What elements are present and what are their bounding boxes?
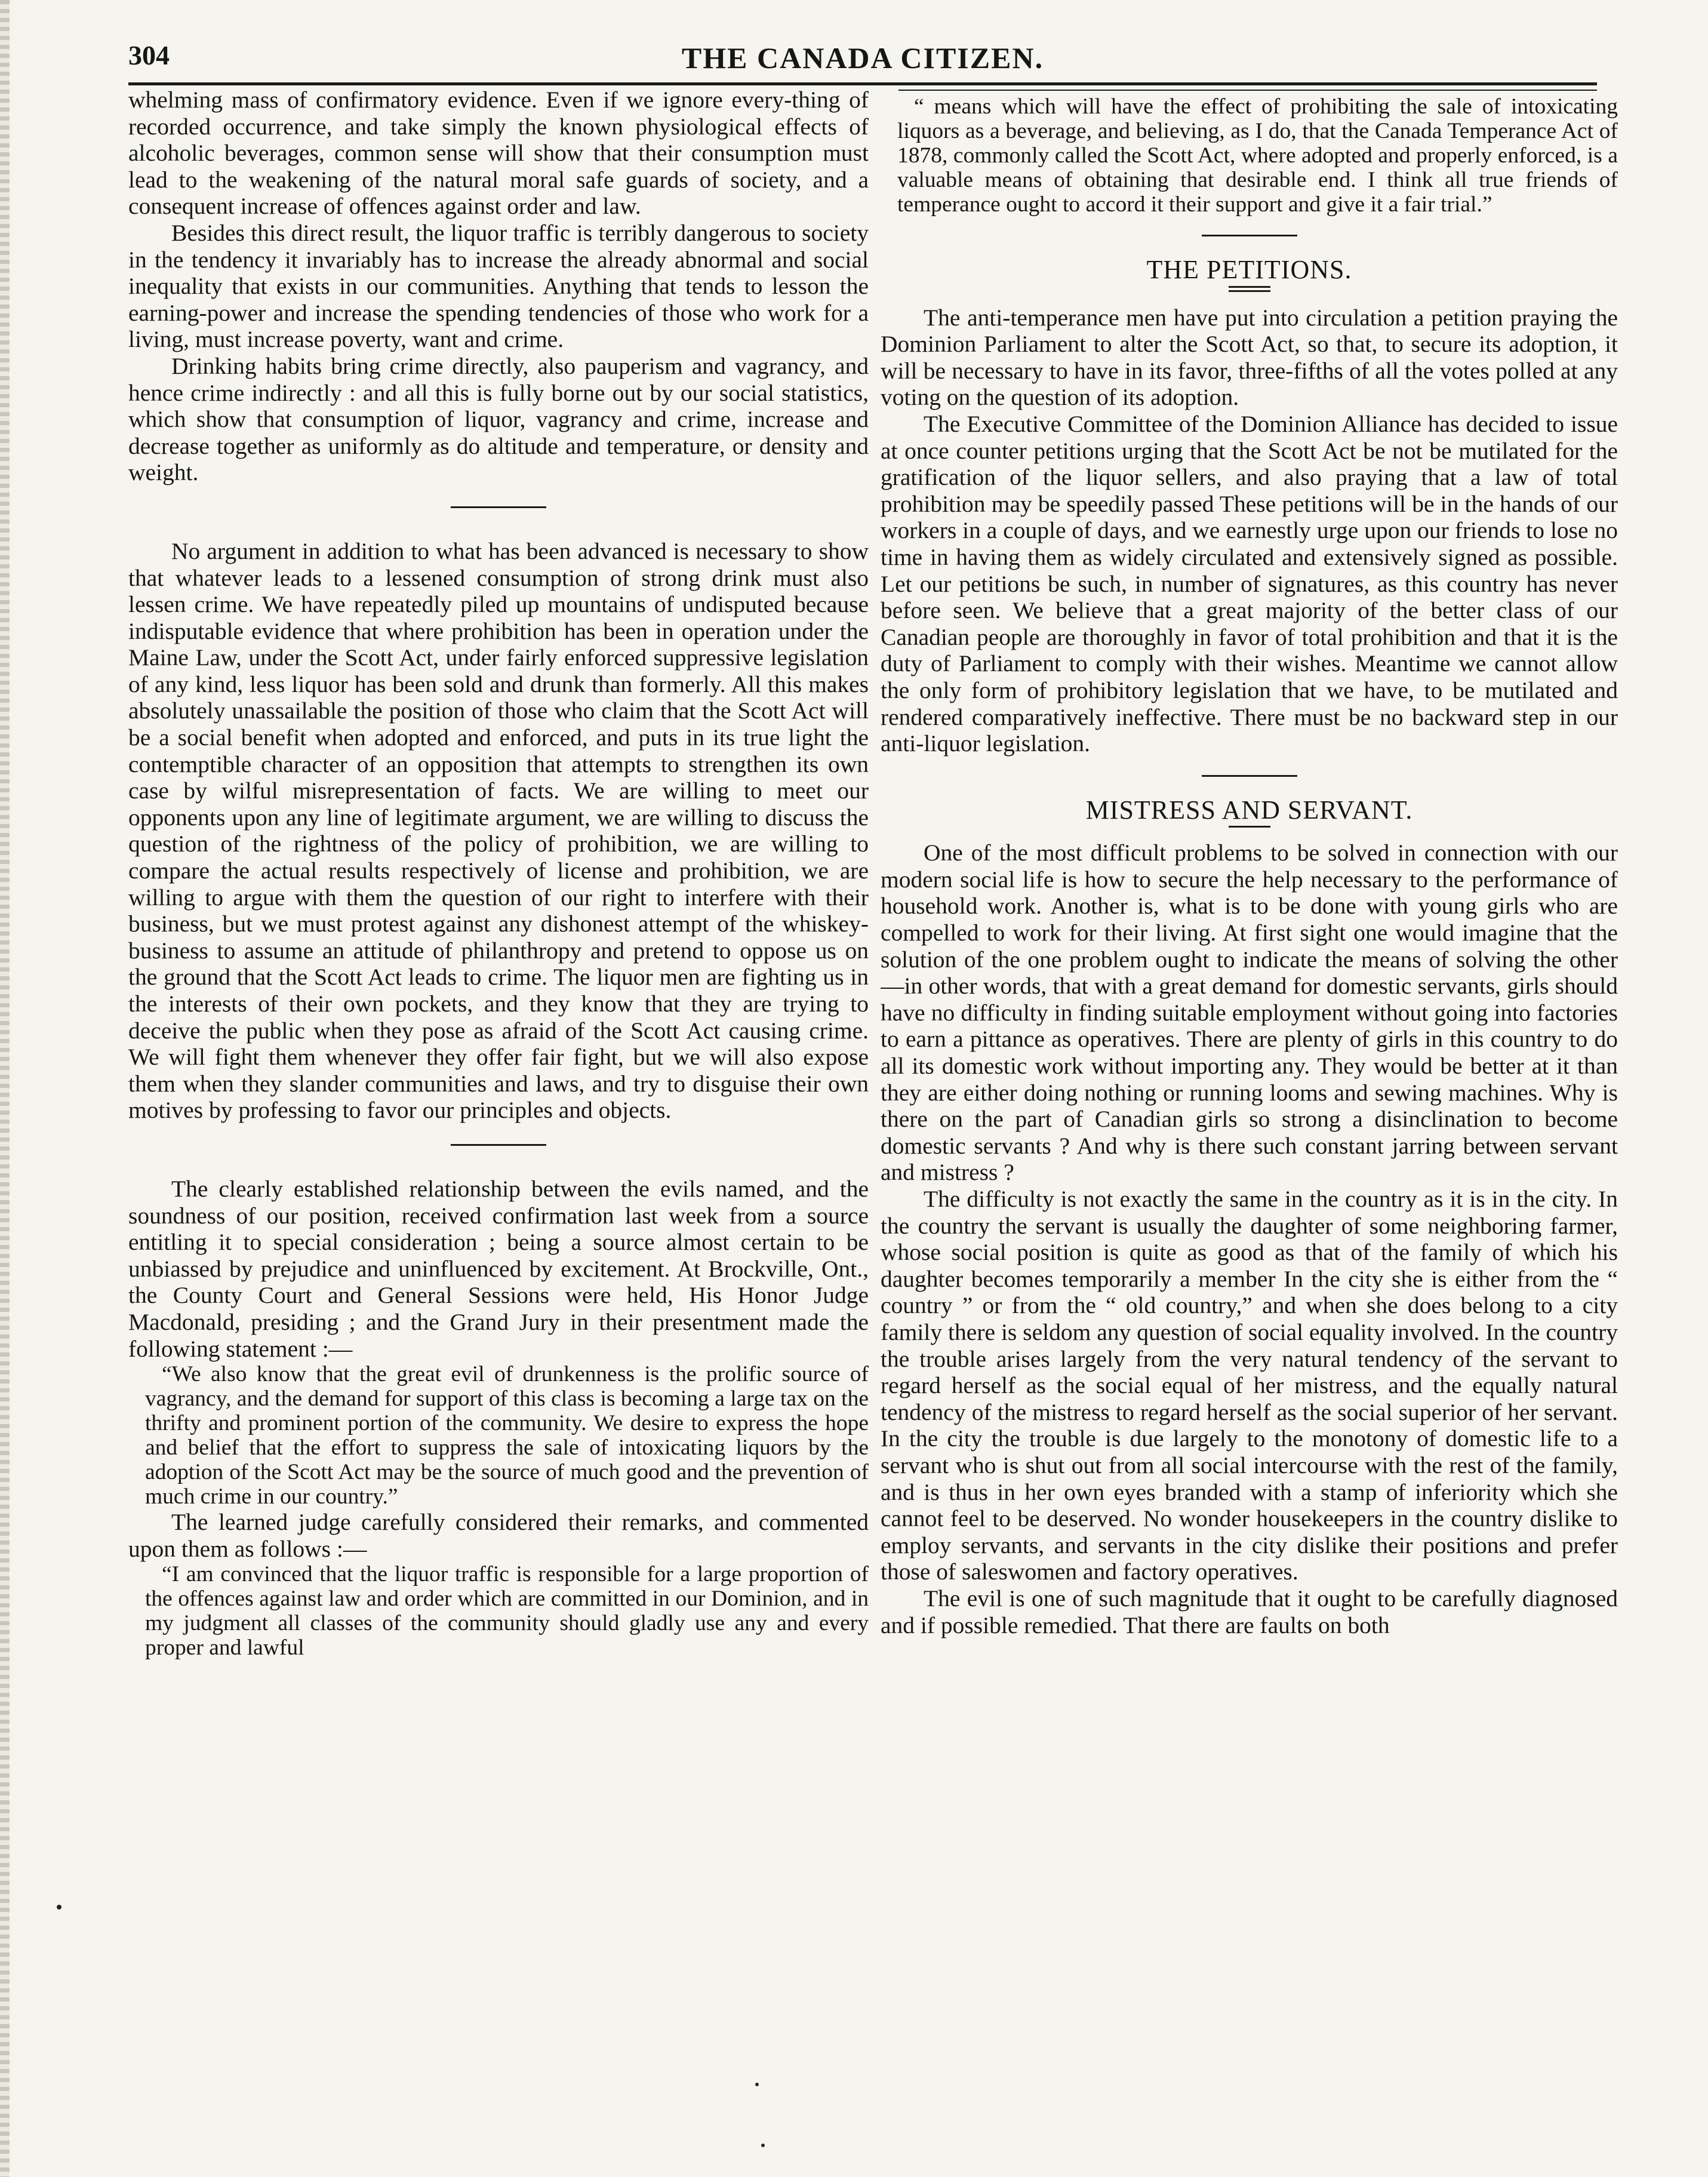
running-title: THE CANADA CITIZEN. xyxy=(681,41,1044,75)
section-heading-mistress-and-servant: MISTRESS AND SERVANT. xyxy=(1085,795,1413,825)
block-quote: “We also know that the great evil of drunkenness is the prolific source of vagrancy, and the demand for support of this class is becoming a large tax on the thrifty and prominent portion of the community. We desire to express the hope and belief that the effort to suppress the sale of intoxicating liquors by the adoption of the Scott Act may be the source of much good and the prevention of much crime in our country.” xyxy=(145,1362,869,1509)
heading-rule xyxy=(1229,286,1270,288)
section-separator xyxy=(1202,235,1297,236)
paragraph: The clearly established relationship between the evils named, and the soundness of our position, received confirmation last week from a source entitling it to special consideration ; being a source almost certain to be unbiassed by prejudice and uninfluenced by excitement. At Brockville, Ont., the County Court and General Sessions were held, His Honor Judge Macdonald, presiding ; and the Grand Jury in their presentment made the following statement :— xyxy=(128,1175,869,1362)
paragraph: whelming mass of confirmatory evidence. Even if we ignore every-thing of recorded occurrence, and take simply the known physiological effects of alcoholic beverages, common sense will show that their consumption must lead to the weakening of the natural moral safe guards of society, and a consequent increase of offences against order and law. xyxy=(128,87,869,220)
paragraph: The difficulty is not exactly the same in the country as it is in the city. In the country the servant is usually the daughter of some neighboring farmer, whose social position is quite as good as that of the family of which his daughter becomes temporarily a member In the city she is either from the “ country ” or from the “ old country,” and when she does belong to a city family there is seldom any question of social equality involved. In the country the trouble arises largely from the very natural tendency of the servant to regard herself as the social equal of her mistress, and the equally natural tendency of the mistress to regard herself as the social superior of her servant. In the city the trouble is due largely to the monotony of domestic life to a servant who is shut out from all social intercourse with the rest of the family, and is thus in her own eyes branded with a stamp of inferiority which she cannot feel to be deserved. No wonder housekeepers in the country dislike to employ servants, and servants in the city dislike their positions and prefer those of saleswomen and factory operatives. xyxy=(881,1186,1618,1585)
left-column xyxy=(128,87,869,2075)
section-separator xyxy=(1202,775,1297,777)
section-heading-petitions: THE PETITIONS. xyxy=(1146,255,1352,284)
heading-rule xyxy=(1229,826,1270,828)
section-separator xyxy=(451,1144,546,1146)
paragraph: The anti-temperance men have put into circulation a petition praying the Dominion Parliament to alter the Scott Act, so that, to secure its adoption, it will be necessary to have in its favor, three-fifths of all the votes polled at any voting on the question of its adoption. xyxy=(881,304,1618,411)
ink-speck xyxy=(755,2083,759,2086)
paragraph: No argument in addition to what has been advanced is necessary to show that whatever leads to a lessened consumption of strong drink must also lessen crime. We have repeatedly piled up mountains of undisputed because indisputable evidence that where prohibition has been in operation under the Maine Law, under the Scott Act, under fairly enforced suppressive legislation of any kind, less liquor has been sold and drunk than formerly. All this makes absolutely unassailable the position of those who claim that the Scott Act will be a social benefit when adopted and enforced, and puts in its true light the contemptible character of an opposition that attempts to strengthen its own case by wilful misrepresentation of facts. We are willing to meet our opponents upon any line of legitimate argument, we are willing to discuss the question of the rightness of the policy of prohibition, we are willing to compare the actual results respectively of license and prohibition, we are willing to argue with them the question of our right to interfere with their business, but we must protest against any dishonest attempt of the whiskey-business to assume an attitude of philanthropy and pretend to oppose us on the ground that the Scott Act leads to crime. The liquor men are fighting us in the interests of their own pockets, and they know that they are trying to deceive the public when they pose as afraid of the Scott Act causing crime. We will fight them whenever they offer fair fight, but we will also expose them when they slander communities and laws, and try to disguise their own motives by professing to favor our principles and objects. xyxy=(128,537,869,1124)
paragraph: Drinking habits bring crime directly, also pauperism and vagrancy, and hence crime indirectly : and all this is fully borne out by our social statistics, which show that consumption of liquor, vagrancy and crime, increase and decrease together as uniformly as do altitude and temperature, or density and weight. xyxy=(128,352,869,486)
ink-speck xyxy=(57,1905,61,1910)
paragraph: Besides this direct result, the liquor traffic is terribly dangerous to society in the tendency it invariably has to increase the already abnormal and social inequality that exists in our communities. Anything that tends to lesson the earning-power and increase the spending tendencies of those who work for a living, must increase poverty, want and crime. xyxy=(128,219,869,353)
paragraph: One of the most difficult problems to be solved in connection with our modern social life is how to secure the help necessary to the performance of household work. Another is, what is to be done with young girls who are compelled to work for their living. At first sight one would imagine that the solution of the one problem ought to indicate the means of solving the other—in other words, that with a great demand for domestic servants, girls should have no difficulty in finding suitable employment without going into factories to earn a pittance as operatives. There are plenty of girls in this country to do all its domestic work without importing any. They would be better at it than they are either doing nothing or running looms and sewing machines. Why is there on the part of Canadian girls so strong a disinclination to become domestic servants ? And why is there such constant jarring between servant and mistress ? xyxy=(881,840,1618,1186)
ink-speck xyxy=(761,2144,765,2147)
paragraph: The Executive Committee of the Dominion Alliance has decided to issue at once counter petitions urging that the Scott Act be not be mutilated for the gratification of the liquor sellers, and also praying that a law of total prohibition may be speedily passed These petitions will be in the hands of our workers in a couple of days, and we earnestly urge upon our friends to lose no time in having them as widely circulated and extensively signed as possible. Let our petitions be such, in number of signatures, as this country has never before seen. We believe that a great majority of the better class of our Canadian people are thoroughly in favor of total prohibition and that it is the duty of Parliament to comply with their wishes. Meantime we cannot allow the only form of prohibitory legislation that we have, to be mutilated and rendered comparatively ineffective. There must be no backward step in our anti-liquor legislation. xyxy=(881,410,1618,757)
paragraph: The evil is one of such magnitude that it ought to be carefully diagnosed and if possible remedied. That there are faults on both xyxy=(881,1585,1618,1638)
block-quote-continued: “ means which will have the effect of prohibiting the sale of intoxicating liquors as a beverage, and believing, as I do, that the Canada Temperance Act of 1878, commonly called the Scott Act, where adopted and properly enforced, is a valuable means of obtaining that desirable end. I think all true friends of temperance ought to accord it their support and give it a fair trial.” xyxy=(897,94,1618,217)
block-quote: “I am convinced that the liquor traffic is responsible for a large proportion of the offences against law and order which are committed in our Dominion, and in my judgment all classes of the community should gladly use any and every proper and lawful xyxy=(145,1562,869,1661)
header-rule xyxy=(128,82,1597,85)
scanned-page-edge xyxy=(0,0,10,2177)
paragraph: The learned judge carefully considered their remarks, and commented upon them as follows :— xyxy=(128,1509,869,1562)
right-column xyxy=(881,94,1618,2083)
header-rule-secondary xyxy=(898,90,1597,91)
page-header xyxy=(128,36,1597,79)
page-number: 304 xyxy=(128,40,170,70)
section-separator xyxy=(451,506,546,508)
